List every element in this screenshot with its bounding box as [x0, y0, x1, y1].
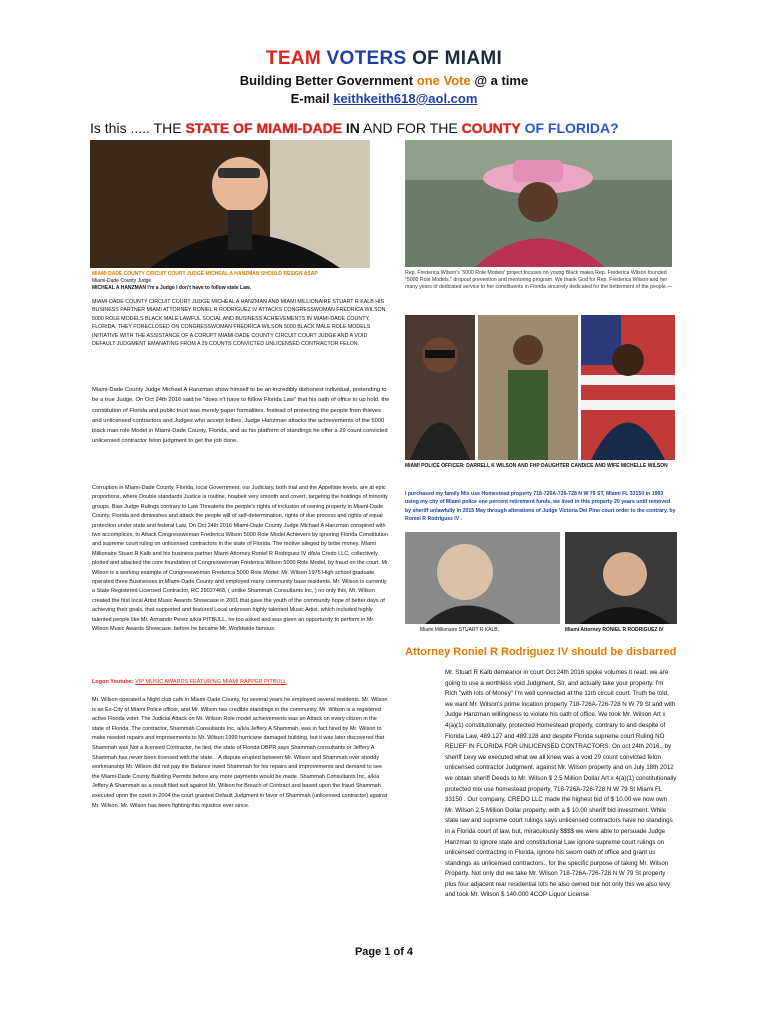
email-label: E-mail: [290, 91, 330, 106]
kalb-caption: Miami Millionaire STUART R KALB,: [420, 627, 500, 633]
newsletter-title: [0, 48, 768, 70]
rodriguez-caption: Miami Attorney RONIEL R RODRIGUEZ IV: [565, 627, 664, 633]
hanzman-paragraph: Miami-Dade County Judge Michael A Hanzman show himself to be an incredibly dishonest individual, pretending to be a true Judge. On Oct 24th 2016 said he "does n't have to follow Florida Law" that his oath of office to up hold, the constitution of Florida and public trust was merely paper formalities. Instead of protecting the people from thieves and unlicensed contractors and Judges who accept bribes, Judge Hanzman attacks the achievements of the 5000 black man role Model in Miami-Dade County, Florida, and as his platform of standings he offer a 29 count convicted unlicensed contractor felon judgment to get the job done.: [92, 387, 390, 445]
wilson-caption: Rep. Frederica Wilson's '5000 Role Models' project focuses on young Black males Rep. Frederica Wilson founded "5000 Role Models," dropout prevention and mentoring program. We thank God for Rep. Frederica Wilson and her many years of dedicated service to her constituents in Florida sincerely dedicated for the betterment of the people.—: [405, 270, 673, 290]
judge-quote-line: [92, 285, 392, 292]
title-voters: VOTERS: [326, 48, 407, 69]
corruption-paragraph: Corruption in Miami-Dade County, Florida, local Government, our Judiciary, both trial and the Appellate levels, are at epic proportions, where Double standards Justice is routine, howbeit very smooth and covert, targeting the holdings of minority groups. Bias Judge Rulings contrary to Law Threatens the people's rights of inclusion of owning property in Miami-Dade County, Florida and diminishes and attack the people will of self-determination, rights of due process and rights of equal protection under state and federal Law. On Oct 24th 2016 Miami-Dade County Judge Michael A Hanzman conspired with two accomplices, to Attack Congresswoman Frederica Wilson 5000 Role Model Achievers by ignoring Florida Constitution and supreme court ruling on unlicensed contractors in the state of Florida. The motive alleged by bribe money. Miami Millionaire Stuart R Kalb and his business partner Miami Attorney Roniel R Rodriguez IV d/b/a Credo LLC, collectively plotted and attacked the core foundation of Congresswoman Frederica Wilson 5000 Role Model, by fraud on the court. Mr. Wilson is a working example of Congresswoman Frederica 5000 Role Model: Mr. Wilson 1975 High school graduate operated three Businesses in Miami-Dade County and employed many community base residents. Mr. Wilson is currently a State Registered Licensed Contractor, RC 29027468, ( unlike Shammah Consultants Inc, ) no only this, Mr. Wilson created the first local Artist Music Awards Showcase in 2001 that gave the youth of the community hope of better days of achieving their goals, that supported and featured Local unknown highly talented Music Artist, which included highly talented people like Mr. Armando Perez a/k/a PITBULL, he too asked and was given an opportunity to perform in Mr. Wilson Music Awards Showcase, before he became Mr. Worldwide famous.: [92, 485, 390, 633]
headline-in: IN: [345, 120, 360, 136]
subtitle-one-vote: one Vote: [416, 73, 471, 88]
judge-sub-caption: Miami-Dade County Judge: [92, 278, 152, 284]
wilson-photo-svg: [405, 140, 672, 267]
kalb-paragraph: Mr. Stuart R Kalb demeanor in court Oct 24th 2016 spoke volumes it read: we are going to use a worthless void Judgment, Sir, and actually take your property. I'm Rich "with lots of Money" I'm well connected at the 11th circuit court. Truth be told, we want Mr. Wilson's prime location property 718-726A-726-728 N W 79 St and with Judge Hanzman willingness to violate his oath of office. We took Mr. Wilson Art x 4(a)(1) constitutionally, protected Homestead property, contrary to and despite of Florida Law, 489.127 and 489.128 and despite Florida supreme court Ruling NO RELIEF IN FLORIDA FOR UNLICENSED CONTRACTORS. On oct 24th 2016., by sheriff Levy we executed what we all knew was a void 29 count convicted felon unlicensed contractor Judgment, against Mr. Wilson property and on July 18th 2012 we obtain sheriff Deeds to Mr. Wilson $ 2.5 Million Dollar Art x 4(a)(1) constitutionally protected mix use homestead property, 718-726A-726-728 N W 79 St Miami FL 33150 . Our company, CREDO LLC made the highest bid of $ 10.00 we now own Mr. Wilson 2.5 Million Dollar property, with a $ 10.00 sheriff bid investment. While state law and supreme court rulings says unlicensed contractors have no standings in a Florida court of law, but, miraculously $$$$ we were able to persuade Judge Hanzman to ignore state and constitutional Law ignore supreme court rulings on unlicensed contracting in Florida, ignore his sworn oath of office and grant us standings as unlicensed contractors., for the specific purpose of taking Mr. Wilson Property. Not only did we take Mr. Wilson 718-726A-726-728 N W 79 St property plus four adjacent rear residential lots he also owned but not only this we also levy and took Mr. Wilson $ 140.000 4COP Liquor License: [445, 669, 677, 899]
wilson-family-photo-2: [478, 315, 578, 460]
headline-d: AND FOR THE: [363, 120, 458, 136]
wilson-family-photo-1: [405, 315, 475, 460]
youtube-link[interactable]: VIP MUSIC AWARDS FEATURING MIAMI RAPPER PITBULL: [135, 679, 287, 685]
wilson-photo: [405, 140, 672, 267]
headline: [90, 120, 619, 136]
family-photo-1-svg: [405, 315, 475, 460]
wilson-officer-photo: [581, 315, 675, 460]
disbar-heading: Attorney Roniel R Rodriguez IV should be disbarred: [405, 646, 677, 658]
rodriguez-photo: [565, 532, 677, 624]
judge-photo-svg: [90, 140, 370, 268]
judge-caption: MIAMI DADE COUNTY CIRCUIT COURT JUDGE MICHEAL A HANZMAN SHOULD RESIGN ASAP: [92, 271, 318, 277]
headline-a: Is this ..... THE: [90, 120, 182, 136]
page-number: Page 1 of 4: [354, 946, 414, 958]
title-rest: OF MIAMI: [412, 48, 503, 69]
headline-state: STATE OF MIAMI-DADE: [185, 120, 343, 136]
headline-florida: OF FLORIDA?: [524, 120, 619, 136]
homestead-paragraph: I purchased my family Mix use Homestead property 718-726A-726-728 N W 79 ST, Miami FL 33150 in 1993 using my city of Miami police one percent retirement funds, we lived in this property 20 years until removed by sheriff unlawfully in 2015 May through alterations of Judge Victoria Del Pino court order to the contrary, by Roniel R Rodriguez IV .: [405, 491, 676, 523]
wilson-paragraph: Mr. Wilson operated a Night club cafe in Miami-Dade County, for several years he employed several residents. Mr. Wilson is an Ex-City of Miami Police officer, and Mr. Wilson has credible standings in the community, Mr. Wilson is a registered active Florida voter. The Judicial Attack on Mr. Wilson Role model achievements was an Attack on every citizen in the state of Florida. The contractor, Shammah Consultants Inc, a/k/a Jeffery A Shammah, was in fact hired by Mr. Wilson to make needed repairs and improvements to Mr. Wilson 1999 hurricane damaged building, but it was later discovered that Shammah was Not a licensed Contractor, he lied, the state of Florida DBPR says Shammah consultants or Jeffery A Shammah has never been licensed with the state... A dispute erupted between Mr. Wilson and Shammah over shoddy workmanship Mr. Wilson did not pay the Balance owed Shammah for his repairs and improvements and demand to see the Miami-Dade County Building Permits before any more payments would be made. Shammah Consultants Inc, a/k/a Jeffery A Shammah as a result filed suit against Mr. Wilson for Breach of Contract and based upon the fraud Shammah executed upon the court in 2004 the court granted Default Judgment in favor of Shammah (unlicensed contractor) against Mr. Wilson. Mr. Wilson has been fighting this injustice ever since.: [92, 697, 388, 809]
subtitle-a: Building Better Government: [239, 73, 414, 88]
headline-county: COUNTY: [461, 120, 521, 136]
family-photo-2-svg: [478, 315, 578, 460]
kalb-photo-svg: [405, 532, 560, 624]
youtube-line: [92, 678, 390, 687]
judge-quote: I'm a Judge I don't have to follow state Law.: [147, 285, 251, 291]
kalb-photo: [405, 532, 560, 624]
judge-photo: [90, 140, 370, 268]
officer-photo-svg: [581, 315, 675, 460]
logon-youtube-label: Logon Youtube:: [92, 679, 134, 685]
title-team: TEAM: [265, 48, 321, 69]
rodriguez-photo-svg: [565, 532, 677, 624]
judge-name: MICHEAL A HANZMAN: [92, 285, 146, 291]
intro-paragraph: MIAMI-DADE COUNTY CIRCUIT COURT JUDGE MICHEAL A HANZMAN AND MIAMI MILLIONAIRE STUART R KALB HIS BUSINESS PARTNER MIAMI ATTORNEY RONIEL R RODRIGUEZ IV ATTACKS CONGRESSWOMAN FREDRICA WILSON 5000 ROLE MODELS BLACK MALE LAWFUL SOCIAL AND BUSINESS ACHIEVEMENTS IN MIAMI-DADE COUNTY, FLORIDA. THEY FORECLOSED ON CONGRESSWOMAN FREDRICA WILSON 5000 BLACK MALE ROLE MODELS INITIATIVE WITH THE ASSISTANCE OF A CORUPT MIAMI-DADE COUNTY CIRCUIT COURT JUDGE AND A VOID DEFAULT JUDGMENT EMANATING FROM A 29 COUNTS CONVICTED UNLICENSED CONTRACTOR FELON.: [92, 299, 386, 348]
police-caption: MIAMI POLICE OFFICER: DARRELL K WILSON AND FHP DAUGHTER CANDICE AND WIFE MICHELLE WILSON: [405, 463, 668, 469]
subtitle-c: @ a time: [474, 73, 529, 88]
newsletter-subtitle: [0, 73, 768, 88]
email-link[interactable]: keithkeith618@aol.com: [333, 91, 478, 106]
email-line: [0, 91, 768, 106]
